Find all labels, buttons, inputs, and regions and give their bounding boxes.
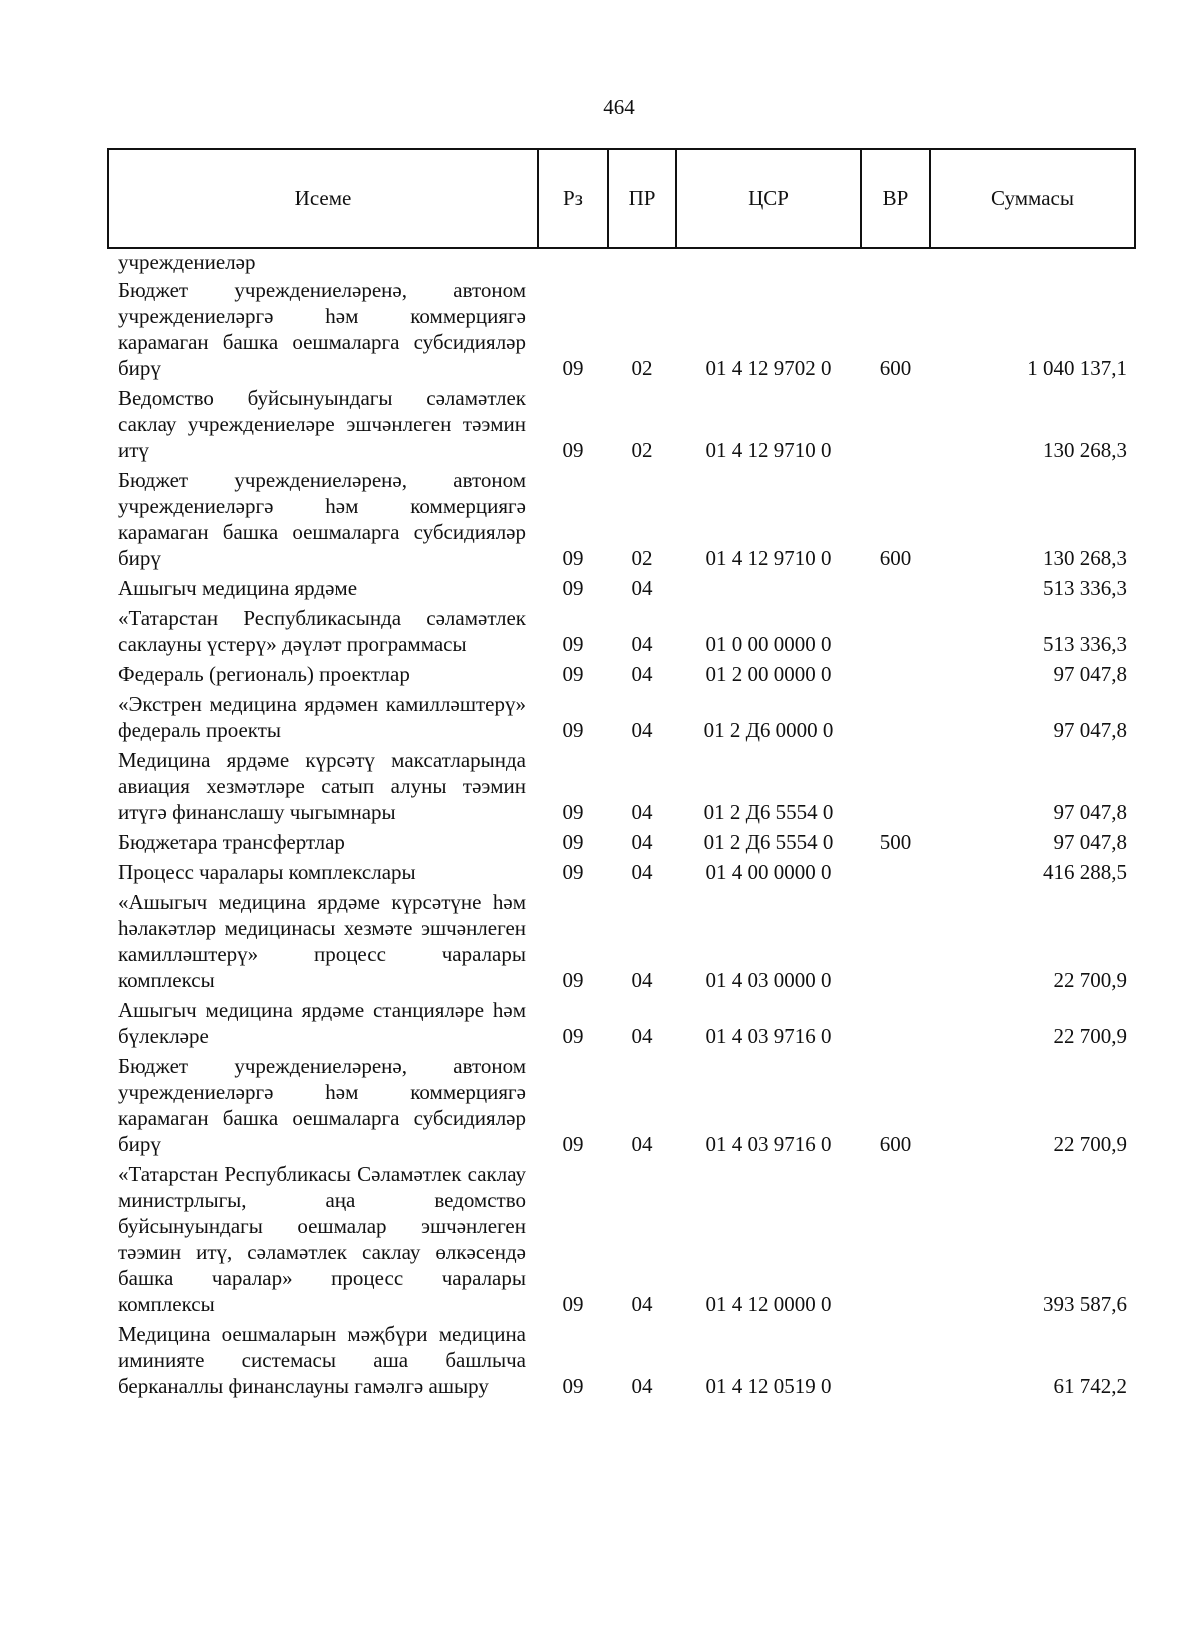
table-row: [108, 277, 1135, 385]
table-row: [108, 889, 1135, 997]
table-row: [108, 1321, 1135, 1403]
row-name: Бюджетара трансфертлар: [118, 830, 345, 854]
row-vr: 600: [879, 1132, 912, 1156]
table-row: [108, 575, 1135, 605]
header-name: Исеме: [108, 149, 538, 248]
row-name: учреждениеләр: [118, 250, 256, 274]
row-csr: 01 4 03 9716 0: [705, 1024, 832, 1048]
table-body: [108, 248, 1135, 1403]
row-sum: 1 040 137,1: [1027, 356, 1127, 380]
row-name: Ашыгыч медицина ярдәме: [118, 576, 358, 600]
row-name: «Татарстан Республикасы Сәламәтлек саклау министрлыгы, аңа ведомство буйсынуындагы оешмалар эшчәнлеген тәэмин итү, сәламәтлек саклау өлкәсендә башка чаралар» процесс чаралары комплексы: [118, 1162, 526, 1316]
row-csr: [676, 575, 861, 605]
row-vr: [861, 385, 930, 467]
row-rz: 09: [562, 546, 584, 570]
header-pr: ПР: [608, 149, 676, 248]
row-sum: 97 047,8: [1053, 830, 1127, 854]
table-row: [108, 661, 1135, 691]
row-name: Ведомство буйсынуындагы сәламәтлек саклау учреждениеләре эшчәнлеген тәэмин итү: [118, 386, 526, 462]
row-rz: 09: [562, 438, 584, 462]
row-sum: 22 700,9: [1053, 1024, 1127, 1048]
row-name: Ашыгыч медицина ярдәме станцияләре һәм бүлекләре: [118, 998, 526, 1048]
table-row: [108, 997, 1135, 1053]
row-pr: 02: [631, 356, 653, 380]
table-row: [108, 467, 1135, 575]
table-row: [108, 1053, 1135, 1161]
row-rz: 09: [562, 576, 584, 600]
row-name: «Ашыгыч медицина ярдәме күрсәтүне һәм һәлакәтләр медицинасы хезмәте эшчәнлеген камилләштерү» процесс чаралары комплексы: [118, 890, 526, 992]
header-vr: ВР: [861, 149, 930, 248]
row-name: Бюджет учреждениеләренә, автоном учреждениеләргә һәм коммерциягә карамаган башка оешмаларга субсидияләр бирү: [118, 278, 526, 380]
row-csr: 01 0 00 0000 0: [705, 632, 832, 656]
row-rz: 09: [562, 968, 584, 992]
row-sum: 130 268,3: [1043, 438, 1127, 462]
row-sum: 22 700,9: [1053, 968, 1127, 992]
header-csr: ЦСР: [676, 149, 861, 248]
row-rz: 09: [562, 632, 584, 656]
row-rz: 09: [562, 860, 584, 884]
row-rz: 09: [562, 718, 584, 742]
row-pr: 04: [631, 718, 653, 742]
row-name: Бюджет учреждениеләренә, автоном учреждениеләргә һәм коммерциягә карамаган башка оешмаларга субсидияләр бирү: [118, 468, 526, 570]
row-sum: 513 336,3: [1043, 632, 1127, 656]
row-csr: 01 4 12 0000 0: [705, 1292, 832, 1316]
row-rz: 09: [562, 1374, 584, 1398]
table-row: [108, 1161, 1135, 1321]
row-sum: 130 268,3: [1043, 546, 1127, 570]
row-sum: 393 587,6: [1043, 1292, 1127, 1316]
table-row: [108, 829, 1135, 859]
row-csr: 01 4 12 9710 0: [705, 546, 832, 570]
table-row: [108, 691, 1135, 747]
table-row: [108, 605, 1135, 661]
header-rz: Рз: [538, 149, 608, 248]
row-rz: 09: [562, 830, 584, 854]
row-vr: [861, 575, 930, 605]
row-csr: 01 4 00 0000 0: [705, 860, 832, 884]
row-csr: 01 2 Д6 0000 0: [703, 718, 834, 742]
row-csr: 01 4 12 9702 0: [705, 356, 832, 380]
row-pr: 04: [631, 1132, 653, 1156]
row-pr: 04: [631, 860, 653, 884]
row-sum: 97 047,8: [1053, 662, 1127, 686]
row-pr: 02: [631, 546, 653, 570]
row-csr: 01 4 12 9710 0: [705, 438, 832, 462]
row-pr: 04: [631, 632, 653, 656]
row-pr: 02: [631, 438, 653, 462]
row-rz: 09: [562, 662, 584, 686]
row-pr: 04: [631, 968, 653, 992]
row-rz: 09: [562, 1292, 584, 1316]
row-vr: [861, 1321, 930, 1403]
table-row: [108, 385, 1135, 467]
row-sum: 61 742,2: [1053, 1374, 1127, 1398]
row-pr: 04: [631, 1024, 653, 1048]
table-header-row: [108, 149, 1135, 248]
row-csr: 01 4 12 0519 0: [705, 1374, 832, 1398]
row-vr: [861, 747, 930, 829]
row-csr: 01 2 Д6 5554 0: [703, 800, 834, 824]
row-vr: 600: [879, 356, 912, 380]
row-pr: 04: [631, 830, 653, 854]
row-name: Медицина ярдәме күрсәтү максатларында авиация хезмәтләре сатып алуны тәэмин итүгә финанслашу чыгымнары: [118, 748, 526, 824]
row-vr: [861, 691, 930, 747]
row-vr: [861, 859, 930, 889]
row-rz: 09: [562, 1024, 584, 1048]
row-pr: 04: [631, 576, 653, 600]
row-name: Медицина оешмаларын мәҗбүри медицина иминияте системасы аша башлыча берканаллы финанслауны гамәлгә ашыру: [118, 1322, 526, 1398]
row-sum: 97 047,8: [1053, 718, 1127, 742]
row-name: Бюджет учреждениеләренә, автоном учреждениеләргә һәм коммерциягә карамаган башка оешмаларга субсидияләр бирү: [118, 1054, 526, 1156]
row-csr: 01 2 00 0000 0: [705, 662, 832, 686]
row-rz: 09: [562, 800, 584, 824]
header-sum: Суммасы: [930, 149, 1135, 248]
budget-table: [107, 148, 1136, 1403]
row-sum: 513 336,3: [1043, 576, 1127, 600]
row-rz: 09: [562, 1132, 584, 1156]
row-pr: 04: [631, 800, 653, 824]
row-csr: 01 2 Д6 5554 0: [703, 830, 834, 854]
row-csr: 01 4 03 0000 0: [705, 968, 832, 992]
table-row: [108, 859, 1135, 889]
row-vr: [861, 889, 930, 997]
row-sum: 22 700,9: [1053, 1132, 1127, 1156]
table-row: [108, 747, 1135, 829]
row-sum: 416 288,5: [1043, 860, 1127, 884]
row-name: «Татарстан Республикасында сәламәтлек саклауны үстерү» дәүләт программасы: [118, 606, 526, 656]
table-row-continuation: [108, 248, 1135, 277]
row-vr: [861, 661, 930, 691]
row-vr: [861, 605, 930, 661]
row-vr: 500: [879, 830, 912, 854]
row-name: «Экстрен медицина ярдәмен камилләштерү» федераль проекты: [118, 692, 526, 742]
row-vr: [861, 997, 930, 1053]
row-pr: 04: [631, 1292, 653, 1316]
row-sum: 97 047,8: [1053, 800, 1127, 824]
row-vr: 600: [879, 546, 912, 570]
row-rz: 09: [562, 356, 584, 380]
row-pr: 04: [631, 662, 653, 686]
page-number: 464: [603, 95, 635, 119]
row-pr: 04: [631, 1374, 653, 1398]
row-csr: 01 4 03 9716 0: [705, 1132, 832, 1156]
row-name: Процесс чаралары комплекслары: [118, 860, 416, 884]
row-name: Федераль (региональ) проектлар: [118, 662, 410, 686]
row-vr: [861, 1161, 930, 1321]
